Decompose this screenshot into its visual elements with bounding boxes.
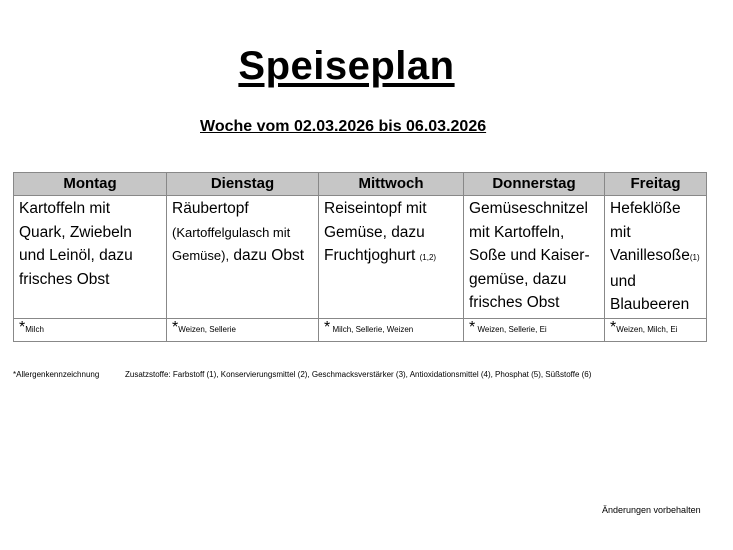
additives-legend: Zusatzstoffe: Farbstoff (1), Konservierungsmittel (2), Geschmacksverstärker (3), Antioxidationsmittel (4), Phosphat (5), Süßstoffe (6)	[125, 370, 592, 379]
additive-note: (1,2)	[419, 253, 437, 262]
allergen-list: Milch	[25, 325, 44, 334]
meal-line: Reiseintopf mit	[324, 200, 427, 217]
allergen-cell	[14, 319, 167, 342]
meal-cell-freitag	[605, 196, 707, 319]
asterisk: *	[324, 319, 331, 336]
meal-line: frisches Obst	[19, 270, 110, 288]
meal-cell-dienstag	[167, 196, 319, 319]
additive-note: (1)	[689, 253, 700, 262]
meal-line: Soße und Kaiser-	[469, 247, 590, 264]
meal-cell-donnerstag	[464, 196, 605, 319]
meal-line: dazu Obst	[229, 247, 305, 264]
meal-line: gemüse, dazu	[469, 270, 567, 288]
meal-cell-mittwoch	[319, 196, 464, 319]
header-row	[14, 173, 707, 196]
meal-line: mit Kartoffeln,	[469, 223, 565, 241]
meal-line: Vanillesoße	[610, 247, 690, 264]
meal-line: Hefeklöße mit	[610, 200, 681, 241]
day-header: Dienstag	[167, 173, 319, 196]
meal-line: Fruchtjoghurt	[324, 247, 416, 264]
meal-line: Gemüse, dazu	[324, 223, 425, 241]
allergen-cell	[319, 319, 464, 342]
asterisk: *	[610, 319, 617, 336]
allergen-list: Weizen, Sellerie	[178, 325, 236, 334]
week-range: Woche vom 02.03.2026 bis 06.03.2026	[200, 118, 487, 135]
meal-line: Gemüse),	[172, 248, 230, 263]
disclaimer: Änderungen vorbehalten	[602, 505, 701, 515]
allergen-cell	[464, 319, 605, 342]
meal-line: und Leinöl, dazu	[19, 247, 133, 264]
day-header: Freitag	[605, 173, 707, 196]
page-title: Speiseplan	[238, 44, 455, 88]
asterisk: *	[469, 319, 476, 336]
allergen-legend: *Allergenkennzeichnung	[13, 370, 100, 379]
asterisk: *	[19, 319, 26, 336]
allergen-cell	[605, 319, 707, 342]
meal-line: Gemüseschnitzel	[469, 200, 588, 217]
allergen-list: Weizen, Sellerie, Ei	[477, 325, 547, 334]
allergen-list: Weizen, Milch, Ei	[616, 325, 678, 334]
meal-line: (Kartoffelgulasch mit	[172, 224, 291, 240]
day-header: Mittwoch	[319, 173, 464, 196]
allergen-cell	[167, 319, 319, 342]
allergen-row	[14, 319, 707, 342]
menu-table	[13, 172, 707, 342]
meal-line: Quark, Zwiebeln	[19, 223, 132, 241]
allergen-list: Milch, Sellerie, Weizen	[332, 325, 414, 334]
meal-line: Räubertopf	[172, 200, 249, 217]
asterisk: *	[172, 319, 179, 336]
meal-cell-montag	[14, 196, 167, 319]
meal-line: Kartoffeln mit	[19, 200, 111, 217]
meal-row	[14, 196, 707, 319]
day-header: Donnerstag	[464, 173, 605, 196]
day-header: Montag	[14, 173, 167, 196]
meal-line: und Blaubeeren	[610, 272, 690, 313]
meal-line: frisches Obst	[469, 294, 560, 311]
